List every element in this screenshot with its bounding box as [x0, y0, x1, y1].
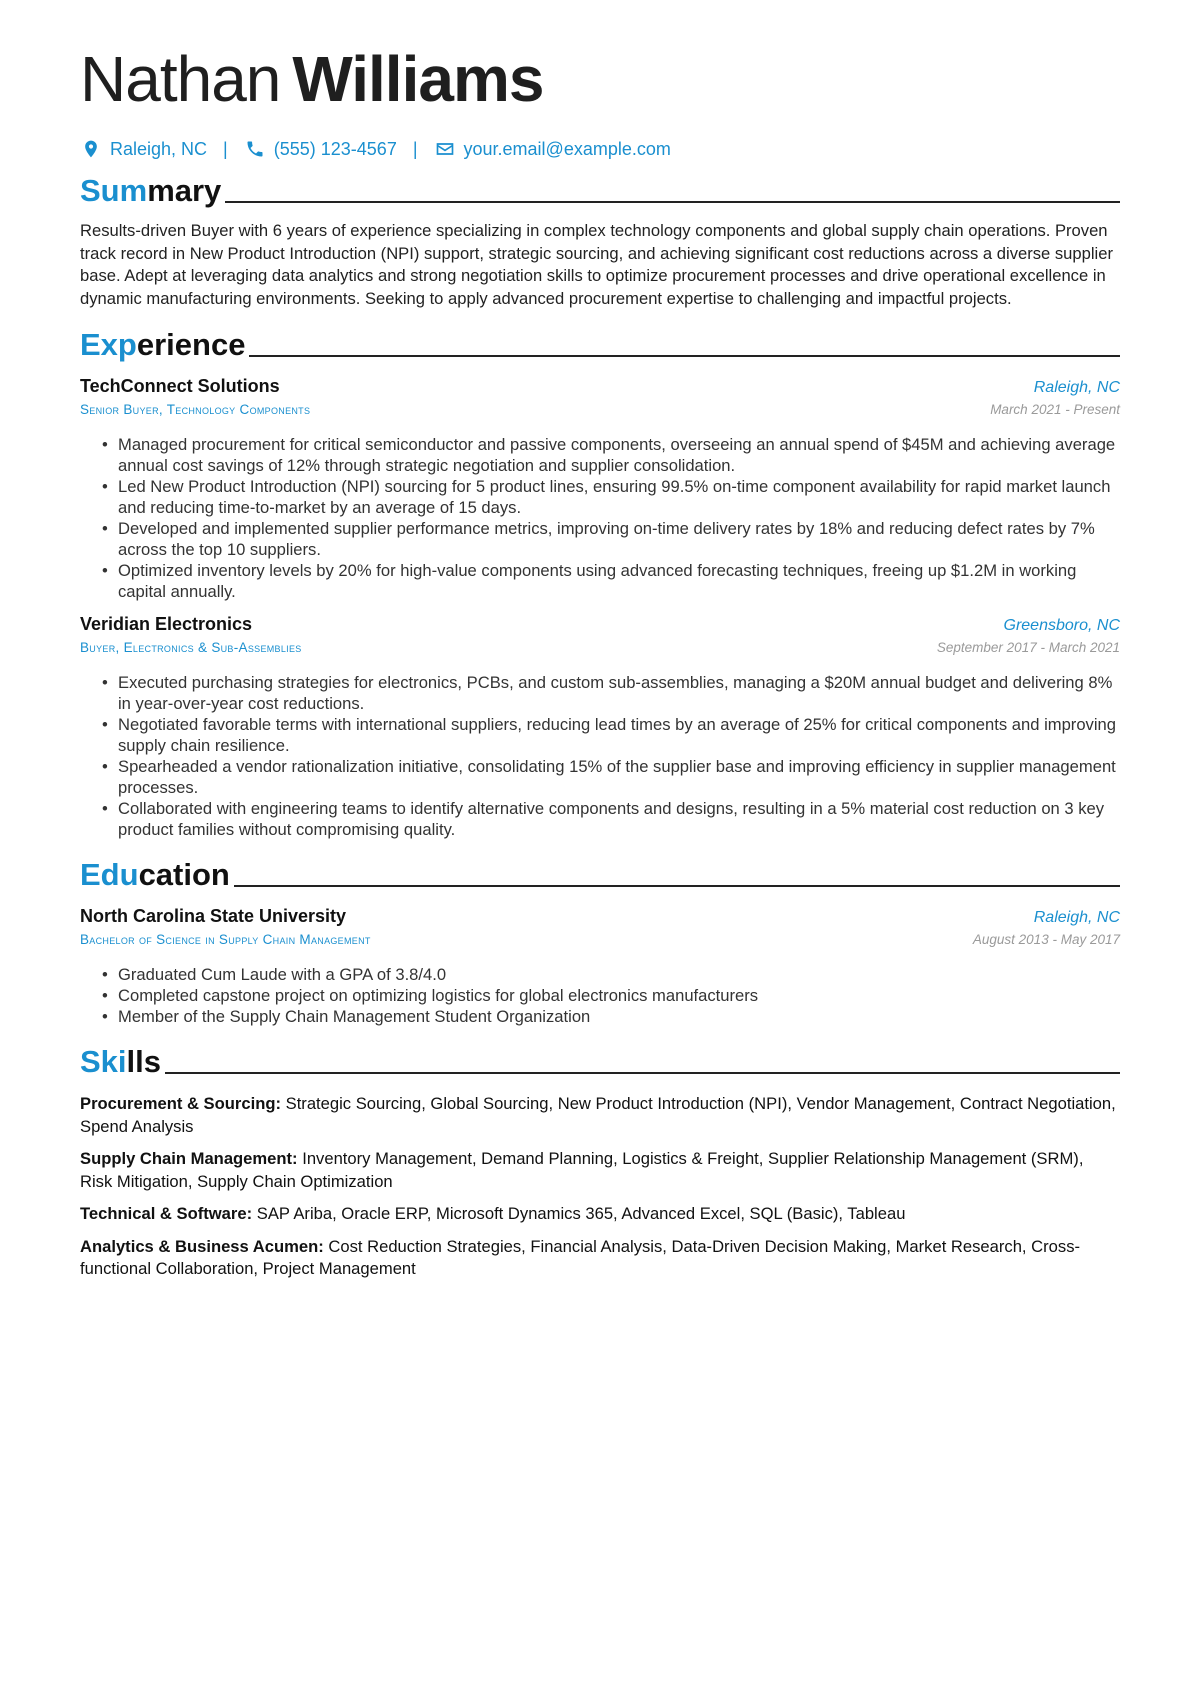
experience-entry [80, 376, 1120, 602]
list-item: • Managed procurement for critical semiconductor and passive components, overseeing an annual spend of $45M and achieving average annual cost savings of 12% through strategic negotiation and supplier consolidation. [118, 434, 1120, 476]
list-item: • Executed purchasing strategies for electronics, PCBs, and custom sub-assemblies, managing a $20M annual budget and delivering 8% in year-over-year cost reductions. [118, 672, 1120, 714]
company-name: TechConnect Solutions [80, 376, 280, 396]
education-bullets [80, 964, 1120, 1027]
heading-rest: lls [126, 1044, 161, 1079]
heading-accent: Edu [80, 857, 139, 892]
section-rule [234, 885, 1120, 887]
heading-rest: cation [138, 857, 230, 892]
contact-line [80, 134, 1120, 164]
section-rule [165, 1072, 1120, 1074]
skill-values: Inventory Management, Demand Planning, Logistics & Freight, Supplier Relationship Management (SRM), Risk Mitigation, Supply Chain Optimization [80, 1149, 1084, 1191]
envelope-icon [434, 138, 456, 160]
heading-rest: erience [136, 327, 246, 362]
company-name: Veridian Electronics [80, 614, 253, 634]
summary-text: Results-driven Buyer with 6 years of experience specializing in complex technology components and global supply chain operations. Proven track record in New Product Introduction (NPI) support, strategic sourcing, and achieving significant cost reductions across a diverse supplier base. Adept at leveraging data analytics and strong negotiation skills to optimize procurement processes and drive operational excellence in dynamic manufacturing environments. Seeking to apply advanced procurement expertise to challenging and impactful projects. [80, 221, 1113, 308]
heading-rest: mary [147, 173, 222, 208]
job-bullets [80, 672, 1120, 840]
skill-row [80, 1203, 1120, 1226]
education-entry [80, 906, 1120, 1027]
last-name: Williams [292, 43, 544, 115]
skill-values: Strategic Sourcing, Global Sourcing, New Product Introduction (NPI), Vendor Management, Contract Negotiation, Spend Analysis [80, 1094, 1116, 1136]
skill-category: Procurement & Sourcing: [80, 1094, 281, 1113]
section-heading-skills [80, 1041, 1120, 1081]
skills-list [80, 1093, 1120, 1281]
location-text: Raleigh, NC [110, 138, 208, 159]
skill-category: Supply Chain Management: [80, 1149, 298, 1168]
school-name: North Carolina State University [80, 906, 347, 926]
list-item: • Spearheaded a vendor rationalization initiative, consolidating 15% of the supplier base and improving efficiency in supplier management processes. [118, 756, 1120, 798]
section-heading-education [80, 854, 1120, 894]
job-dates: September 2017 - March 2021 [936, 640, 1120, 655]
skill-row [80, 1236, 1120, 1281]
section-rule [249, 355, 1120, 357]
first-name: Nathan [80, 43, 281, 115]
experience-entry [80, 614, 1120, 840]
contact-separator: | [223, 138, 228, 159]
list-item: • Member of the Supply Chain Management Student Organization [118, 1006, 1120, 1027]
map-marker-icon [80, 138, 102, 160]
heading-accent: Ski [80, 1044, 127, 1079]
section-heading-experience [80, 324, 1120, 364]
job-location: Greensboro, NC [1003, 617, 1120, 634]
job-title: Senior Buyer, Technology Components [80, 402, 311, 417]
list-item: • Optimized inventory levels by 20% for high-value components using advanced forecasting techniques, freeing up $1.2M in working capital annually. [118, 560, 1120, 602]
education-dates: August 2013 - May 2017 [972, 932, 1120, 947]
phone-icon [244, 138, 266, 160]
skill-row [80, 1148, 1120, 1193]
job-dates: March 2021 - Present [990, 402, 1120, 417]
list-item: • Graduated Cum Laude with a GPA of 3.8/4.0 [118, 964, 1120, 985]
job-location: Raleigh, NC [1033, 379, 1120, 396]
job-bullets [80, 434, 1120, 602]
list-item: • Negotiated favorable terms with international suppliers, reducing lead times by an average of 25% for critical components and improving supply chain resilience. [118, 714, 1120, 756]
skill-values: Cost Reduction Strategies, Financial Analysis, Data-Driven Decision Making, Market Research, Cross-functional Collaboration, Project Management [80, 1236, 1081, 1278]
contact-separator: | [412, 138, 418, 159]
skill-values: SAP Ariba, Oracle ERP, Microsoft Dynamics 365, Advanced Excel, SQL (Basic), Tableau [256, 1204, 906, 1223]
heading-accent: Exp [80, 327, 137, 362]
list-item: • Developed and implemented supplier performance metrics, improving on-time delivery rates by 18% and reducing defect rates by 7% across the top 10 suppliers. [118, 518, 1120, 560]
school-location: Raleigh, NC [1033, 909, 1120, 926]
degree-title: Bachelor of Science in Supply Chain Management [80, 932, 371, 947]
heading-accent: Sum [80, 173, 148, 208]
resume-content [80, 38, 1120, 1291]
section-heading-summary [80, 170, 1120, 210]
skill-row [80, 1093, 1120, 1138]
candidate-name [80, 38, 1120, 120]
skill-category: Technical & Software: [80, 1204, 253, 1223]
email-link[interactable]: your.email@example.com [463, 138, 671, 159]
list-item: • Collaborated with engineering teams to identify alternative components and designs, resulting in a 5% material cost reduction on 3 key product families without compromising quality. [118, 798, 1120, 840]
job-title: Buyer, Electronics & Sub-Assemblies [80, 640, 302, 655]
skill-category: Analytics & Business Acumen: [80, 1236, 324, 1256]
section-rule [225, 201, 1120, 203]
list-item: • Completed capstone project on optimizing logistics for global electronics manufacturers [118, 985, 1120, 1006]
list-item: • Led New Product Introduction (NPI) sourcing for 5 product lines, ensuring 99.5% on-time component availability for rapid market launch and reducing time-to-market by an average of 15 days. [118, 476, 1120, 518]
phone-text[interactable]: (555) 123-4567 [273, 138, 397, 159]
